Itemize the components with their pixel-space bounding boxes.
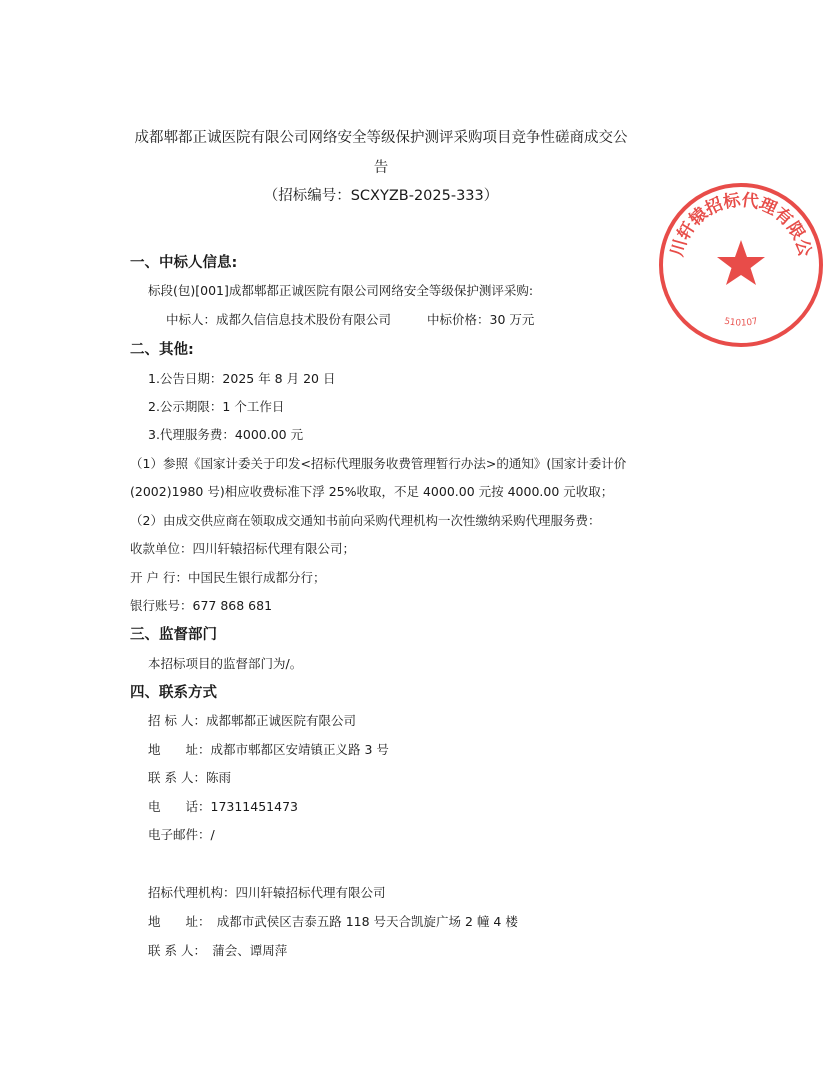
announcement-date: 1.公告日期：2025 年 8 月 20 日 xyxy=(148,371,336,386)
fee-note-2: （2）由成交供应商在领取成交通知书前向采购代理机构一次性缴纳采购代理服务费： xyxy=(130,513,601,528)
seal-code: 510107 xyxy=(723,316,759,329)
fee-note-1-line-1: （1）参照《国家计委关于印发<招标代理服务收费管理暂行办法>的通知》(国家计委计价 xyxy=(130,456,627,471)
section-supervision-heading: 三、监督部门 xyxy=(130,627,217,643)
title-line-1: 成都郫都正诚医院有限公司网络安全等级保护测评采购项目竞争性磋商成交公 xyxy=(134,130,628,146)
agency-contact: 联 系 人： 蒲会、谭周萍 xyxy=(148,943,288,958)
agency-name: 招标代理机构：四川轩辕招标代理有限公司 xyxy=(148,885,386,900)
bank: 开 户 行：中国民生银行成都分行； xyxy=(130,570,326,585)
winner-line xyxy=(166,312,534,328)
publicity-period: 2.公示期限：1 个工作日 xyxy=(148,399,285,414)
winner-price: 中标价格：30 万元 xyxy=(427,312,535,327)
tender-number: （招标编号：SCXYZB-2025-333） xyxy=(263,188,499,204)
agency-seal-stamp xyxy=(637,155,836,360)
seal-text: 四川轩辕招标代理有限公司 xyxy=(637,155,815,259)
section-winner-heading: 一、中标人信息: xyxy=(130,255,238,271)
fee-note-1-line-2: (2002)1980 号)相应收费标准下浮 25%收取，不足 4000.00 元按 4000.00 元收取； xyxy=(130,484,614,499)
section-contact-heading: 四、联系方式 xyxy=(130,685,217,701)
title-line-2: 告 xyxy=(373,160,389,176)
winner-name: 中标人：成都久信信息技术股份有限公司 xyxy=(166,312,392,327)
supervision-text: 本招标项目的监督部门为/。 xyxy=(148,656,303,671)
tenderer: 招 标 人：成都郫都正诚医院有限公司 xyxy=(148,713,356,728)
tenderer-phone: 电 话：17311451473 xyxy=(148,799,298,814)
tenderer-contact: 联 系 人：陈雨 xyxy=(148,770,231,785)
agency-address: 地 址： 成都市武侯区吉泰五路 118 号天合凯旋广场 2 幢 4 楼 xyxy=(148,914,518,929)
section-other-heading: 二、其他: xyxy=(130,342,194,358)
star-icon xyxy=(717,240,765,285)
tenderer-email: 电子邮件：/ xyxy=(148,827,215,842)
payee: 收款单位：四川轩辕招标代理有限公司； xyxy=(130,541,356,556)
tenderer-address: 地 址：成都市郫都区安靖镇正义路 3 号 xyxy=(148,742,389,757)
agency-fee: 3.代理服务费：4000.00 元 xyxy=(148,427,304,442)
lot-info: 标段(包)[001]成都郫都正诚医院有限公司网络安全等级保护测评采购: xyxy=(148,283,534,298)
bank-account: 银行账号：677 868 681 xyxy=(130,598,273,613)
